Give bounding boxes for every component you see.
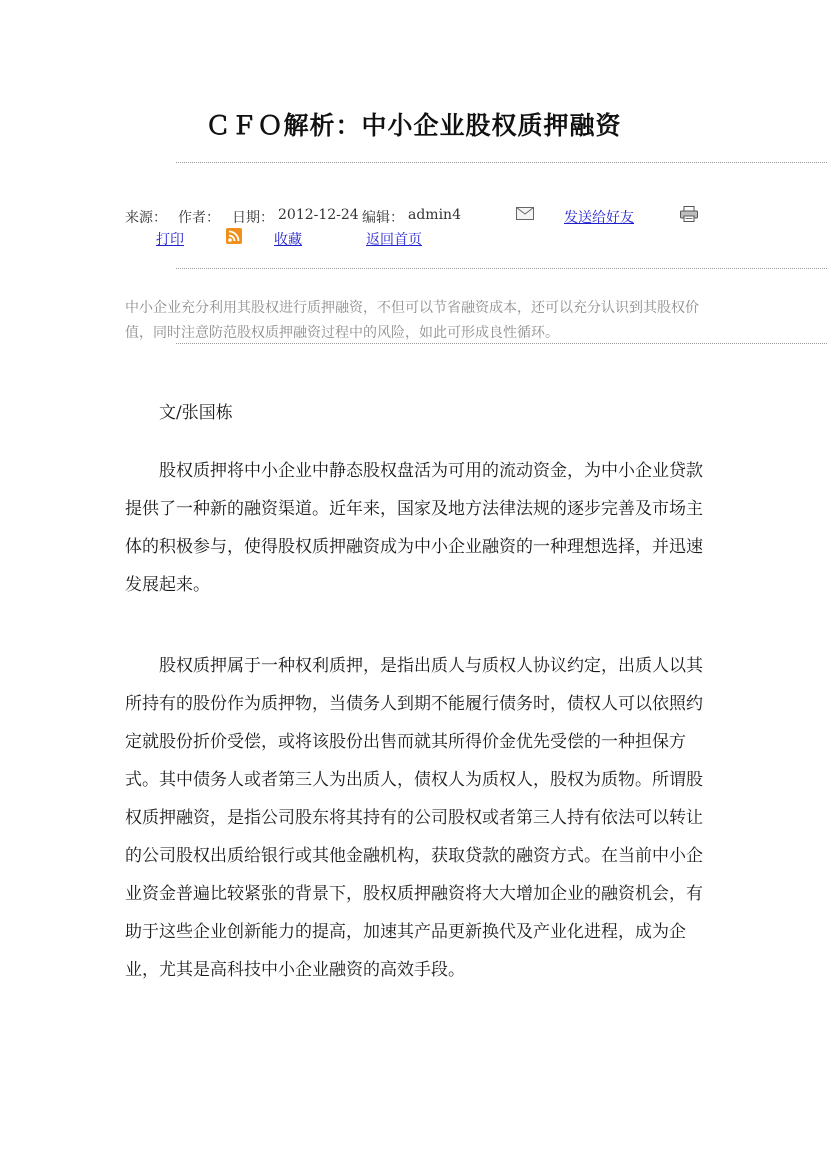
title-divider — [176, 162, 827, 163]
summary-divider — [176, 343, 827, 344]
byline: 文/张国栋 — [159, 403, 233, 423]
article-title: ＣＦＯ解析：中小企业股权质押融资 — [205, 111, 622, 140]
favorite-link[interactable]: 收藏 — [274, 232, 302, 248]
date-label: 日期： — [232, 210, 274, 226]
article-summary: 中小企业充分利用其股权进行质押融资，不但可以节省融资成本，还可以充分认识到其股权价值，同时注意防范股权质押融资过程中的风险，如此可形成良性循环。 — [125, 300, 699, 341]
body-paragraph: 股权质押将中小企业中静态股权盘活为可用的流动资金，为中小企业贷款提供了一种新的融资渠道。近年来，国家及地方法律法规的逐步完善及市场主体的积极参与，使得股权质押融资成为中小企业融资的一种理想选择，并迅速发展起来。 — [125, 461, 703, 595]
envelope-icon[interactable] — [516, 207, 534, 224]
send-to-friend-link[interactable]: 发送给好友 — [564, 210, 634, 226]
printer-icon[interactable] — [680, 206, 698, 226]
editor-label: 编辑： — [362, 210, 404, 226]
article-meta-row — [125, 207, 725, 227]
rss-icon[interactable] — [226, 228, 242, 248]
editor-value: admin4 — [408, 207, 461, 223]
meta-divider — [176, 268, 827, 269]
body-paragraph: 股权质押属于一种权利质押，是指出质人与质权人协议约定，出质人以其所持有的股份作为质押物，当债务人到期不能履行债务时，债权人可以依照约定就股份折价受偿，或将该股份出售而就其所得价金优先受偿的一种担保方式。其中债务人或者第三人为出质人，债权人为质权人，股权为质物。所谓股权质押融资，是指公司股东将其持有的公司股权或者第三人持有依法可以转让的公司股权出质给银行或其他金融机构，获取贷款的融资方式。在当前中小企业资金普遍比较紧张的背景下，股权质押融资将大大增加企业的融资机会，有助于这些企业创新能力的提高，加速其产品更新换代及产业化进程，成为企业，尤其是高科技中小企业融资的高效手段。 — [125, 656, 703, 980]
source-label: 来源： — [125, 210, 167, 226]
author-label: 作者： — [178, 210, 220, 226]
date-value: 2012-12-24 — [278, 207, 359, 223]
print-link[interactable]: 打印 — [156, 232, 184, 248]
back-home-link[interactable]: 返回首页 — [366, 232, 422, 248]
article-actions-row — [125, 229, 725, 249]
